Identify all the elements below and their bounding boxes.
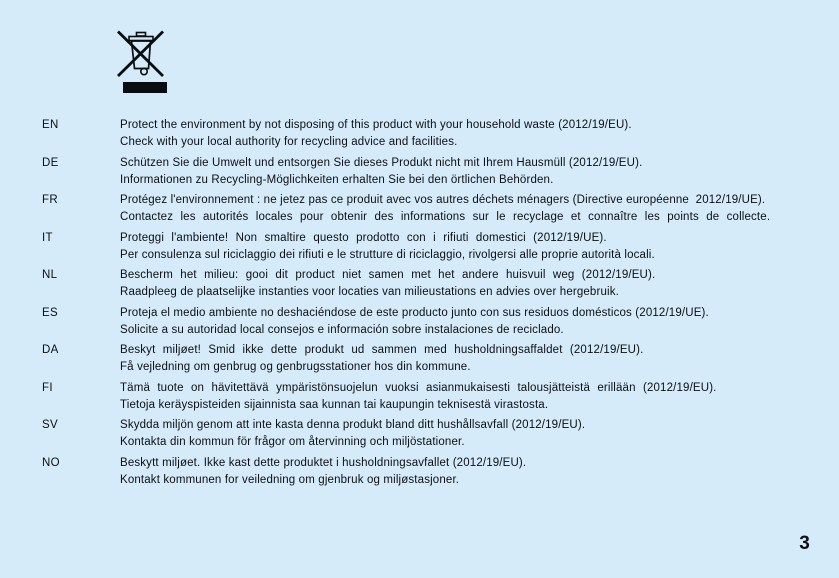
notice-line: Raadpleeg de plaatselijke instanties voor locaties van milieustations en advies over hergebruik. <box>120 286 619 298</box>
language-row-it <box>42 230 819 264</box>
language-code: EN <box>42 119 59 131</box>
language-row-sv <box>42 417 819 451</box>
notice-text <box>120 455 819 489</box>
language-code: SV <box>42 419 58 431</box>
notice-line: Schützen Sie die Umwelt und entsorgen Sie dieses Produkt nicht mit Ihrem Hausmüll (2012/19/EU). <box>120 156 643 169</box>
notice-text <box>120 380 819 414</box>
notice-line: Bescherm het milieu: gooi dit product niet samen met het andere huisvuil weg (2012/19/EU). <box>120 269 656 281</box>
notice-line: Beskytt miljøet. Ikke kast dette produktet i husholdningsavfallet (2012/19/EU). <box>120 456 527 469</box>
notice-text <box>120 267 819 301</box>
language-rows <box>42 117 819 492</box>
weee-symbol <box>114 29 168 93</box>
notice-line: Per consulenza sul riciclaggio dei rifiuti e le strutture di riciclaggio, rivolgersi alle proprie autorità locali. <box>120 248 655 261</box>
notice-line: Protect the environment by not disposing of this product with your household waste (2012/19/EU). <box>120 119 632 131</box>
notice-line: Beskyt miljøet! Smid ikke dette produkt ud sammen med husholdningsaffaldet (2012/19/EU). <box>120 344 644 356</box>
notice-line: Kontakta din kommun för frågor om återvinning och miljöstationer. <box>120 436 465 448</box>
language-row-es <box>42 305 819 339</box>
language-code: IT <box>42 231 53 244</box>
notice-line: Solicite a su autoridad local consejos e información sobre instalaciones de reciclado. <box>120 323 564 336</box>
notice-line: Tämä tuote on hävitettävä ympäristönsuojelun vuoksi asianmukaisesti talousjätteistä erillään (2012/19/EU). <box>120 381 717 394</box>
language-code: NL <box>42 269 58 281</box>
notice-line: Protégez l'environnement : ne jetez pas ce produit avec vos autres déchets ménagers (Directive européenne 2012/19/UE). <box>120 194 766 206</box>
notice-line: Skydda miljön genom att inte kasta denna produkt bland ditt hushållsavfall (2012/19/EU). <box>120 419 586 431</box>
notice-text <box>120 417 819 451</box>
language-row-fr <box>42 192 819 226</box>
notice-text <box>120 342 819 376</box>
language-code: NO <box>42 456 60 469</box>
notice-line: Contactez les autorités locales pour obtenir des informations sur le recyclage et connaître les points de collecte. <box>120 211 771 223</box>
notice-text <box>120 305 819 339</box>
notice-line: Få vejledning om genbrug og genbrugsstationer hos din kommune. <box>120 361 471 373</box>
language-code: DA <box>42 344 59 356</box>
language-row-nl <box>42 267 819 301</box>
notice-line: Check with your local authority for recycling advice and facilities. <box>120 136 458 148</box>
notice-line: Tietoja keräyspisteiden sijainnista saa kunnan tai kaupungin teknisestä virastosta. <box>120 398 549 411</box>
notice-line: Kontakt kommunen for veiledning om gjenbruk og miljøstasjoner. <box>120 473 460 486</box>
weee-black-bar <box>123 82 167 93</box>
crossed-out-wheelie-bin-icon <box>114 29 168 79</box>
language-row-de <box>42 155 819 189</box>
language-code: FI <box>42 381 53 394</box>
language-row-fi <box>42 380 819 414</box>
notice-text <box>120 192 819 226</box>
notice-text <box>120 230 819 264</box>
language-code: FR <box>42 194 58 206</box>
notice-text <box>120 117 819 151</box>
notice-line: Proteggi l'ambiente! Non smaltire questo prodotto con i rifiuti domestici (2012/19/UE). <box>120 231 607 244</box>
language-row-en <box>42 117 819 151</box>
page-number: 3 <box>799 533 810 554</box>
notice-line: Informationen zu Recycling-Möglichkeiten erhalten Sie bei den örtlichen Behörden. <box>120 173 554 186</box>
language-row-no <box>42 455 819 489</box>
language-row-da <box>42 342 819 376</box>
language-code: ES <box>42 306 58 319</box>
notice-line: Proteja el medio ambiente no deshaciéndose de este producto junto con sus residuos domésticos (2012/19/UE). <box>120 306 709 319</box>
language-code: DE <box>42 156 59 169</box>
notice-text <box>120 155 819 189</box>
